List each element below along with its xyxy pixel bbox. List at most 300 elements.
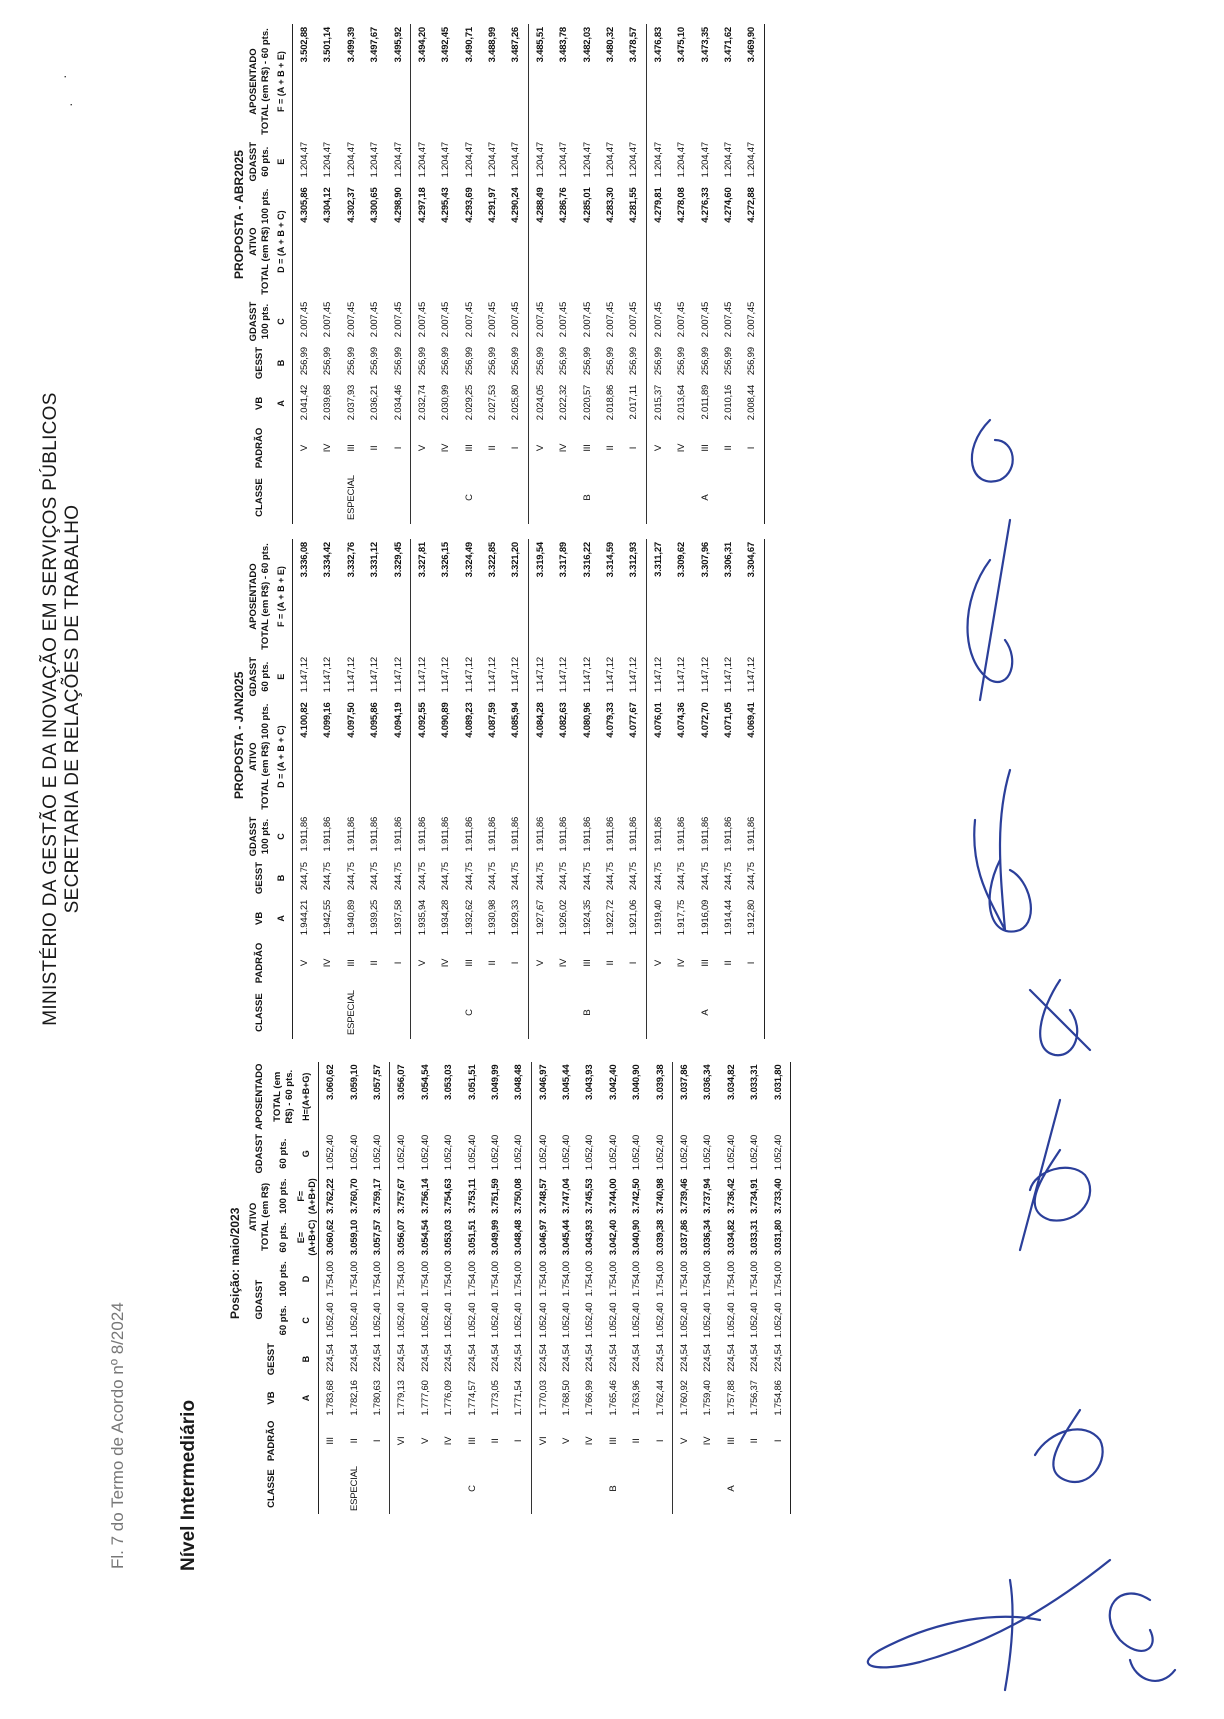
letter-b: B bbox=[272, 344, 293, 382]
col-gdasst-60: 60 pts. bbox=[277, 1305, 289, 1336]
cell-t100: 3.756,14 bbox=[419, 1178, 431, 1214]
letter-c: C bbox=[272, 814, 293, 859]
cell-padrao: IV bbox=[322, 958, 334, 968]
cell-g60: 1.147,12 bbox=[392, 657, 404, 693]
group-ativo: ATIVO bbox=[248, 227, 259, 256]
cell-padrao: III bbox=[325, 1437, 337, 1445]
folio-reference: Fl. 7 do Termo de Acordo nº 8/2024 bbox=[108, 1302, 127, 1569]
cell-g60: 1.204,47 bbox=[322, 142, 334, 178]
cell-ativo: 4.286,76 bbox=[558, 187, 570, 223]
cell-padrao: I bbox=[740, 425, 764, 471]
cell-t100: 3.740,98 bbox=[654, 1178, 666, 1214]
cell-padrao: IV bbox=[440, 443, 452, 453]
col-padrao: PADRÃO bbox=[265, 1420, 277, 1462]
col-gdasst2-60: 60 pts. bbox=[259, 661, 271, 692]
signature-5 bbox=[1030, 980, 1090, 1055]
signature-8 bbox=[968, 520, 1013, 700]
cell-vb: 1.916,09 bbox=[699, 899, 711, 936]
cell-padrao: VI bbox=[531, 1419, 555, 1463]
cell-g2: 1.052,40 bbox=[513, 1134, 525, 1171]
cell-g2: 1.052,40 bbox=[702, 1134, 714, 1171]
cell-g60: 1.052,40 bbox=[631, 1302, 643, 1339]
cell-vb: 1.930,98 bbox=[487, 899, 499, 936]
cell-padrao: III bbox=[463, 444, 475, 452]
cell-t60: 3.039,38 bbox=[654, 1219, 666, 1256]
cell-t60: 3.054,54 bbox=[419, 1219, 431, 1256]
col-apos-total: TOTAL (em R$) - 60 pts. bbox=[259, 543, 271, 650]
cell-vb: 2.015,37 bbox=[646, 382, 670, 425]
col-gdasst-100: 100 pts. bbox=[259, 818, 271, 855]
cell-padrao: IV bbox=[584, 1436, 596, 1446]
cell-g60: 1.147,12 bbox=[510, 657, 522, 693]
cell-ativo: 4.304,12 bbox=[322, 187, 334, 223]
cell-gesst: 244,75 bbox=[463, 862, 475, 891]
cell-gesst: 244,75 bbox=[345, 862, 357, 891]
signature-3 bbox=[1035, 1410, 1103, 1482]
cell-gesst: 244,75 bbox=[528, 859, 552, 897]
letter-c: C bbox=[296, 1300, 319, 1341]
cell-gesst: 256,99 bbox=[722, 347, 734, 376]
cell-vb: 2.017,11 bbox=[628, 384, 640, 420]
cell-apos: 3.056,07 bbox=[390, 1062, 414, 1132]
cell-gesst: 244,75 bbox=[510, 862, 522, 891]
cell-ativo: 4.274,60 bbox=[722, 187, 734, 223]
letter-e: E bbox=[272, 654, 293, 699]
cell-g100: 1.754,00 bbox=[654, 1261, 666, 1297]
cell-ativo: 4.099,16 bbox=[322, 702, 334, 738]
cell-padrao: IV bbox=[322, 443, 334, 453]
cell-ativo: 4.302,37 bbox=[345, 187, 357, 223]
cell-g60: 1.204,47 bbox=[410, 139, 434, 184]
cell-g60: 1.204,47 bbox=[392, 142, 404, 178]
cell-padrao: V bbox=[410, 425, 434, 471]
cell-t100: 3.733,40 bbox=[766, 1176, 790, 1217]
cell-apos: 3.485,51 bbox=[528, 24, 552, 139]
cell-g60: 1.052,40 bbox=[561, 1302, 573, 1339]
cell-vb: 1.762,44 bbox=[654, 1380, 666, 1416]
group-gdasst-2: GDASST bbox=[248, 656, 259, 697]
cell-g100: 1.911,86 bbox=[558, 816, 570, 852]
cell-g60: 1.204,47 bbox=[628, 142, 640, 178]
cell-gesst: 224,54 bbox=[702, 1344, 714, 1372]
cell-gesst: 256,99 bbox=[528, 344, 552, 382]
cell-gesst: 244,75 bbox=[740, 859, 764, 897]
cell-padrao: I bbox=[510, 446, 522, 450]
cell-vb: 1.934,28 bbox=[440, 899, 452, 936]
cell-vb: 1.940,89 bbox=[345, 899, 357, 936]
cell-gesst: 244,75 bbox=[392, 862, 404, 891]
cell-g2: 1.052,40 bbox=[325, 1134, 337, 1171]
cell-ativo: 4.281,55 bbox=[628, 187, 640, 223]
letter-a: A bbox=[296, 1377, 319, 1418]
cell-ativo: 4.094,19 bbox=[392, 702, 404, 738]
cell-apos: 3.057,57 bbox=[371, 1064, 383, 1100]
cell-t60: 3.042,40 bbox=[607, 1219, 619, 1256]
cell-vb: 1.935,94 bbox=[410, 897, 434, 940]
cell-ativo: 4.285,01 bbox=[581, 187, 593, 223]
cell-t100: 3.734,91 bbox=[749, 1178, 761, 1214]
cell-g60: 1.147,12 bbox=[369, 657, 381, 693]
cell-ativo: 4.090,89 bbox=[440, 702, 452, 738]
cell-t60: 3.048,48 bbox=[513, 1219, 525, 1256]
cell-apos: 3.311,27 bbox=[646, 539, 670, 654]
cell-padrao: IV bbox=[676, 958, 688, 968]
col-gesst: GESST bbox=[253, 861, 265, 895]
cell-t100: 3.747,04 bbox=[561, 1178, 573, 1214]
cell-g100: 1.911,86 bbox=[298, 816, 310, 852]
cell-t60: 3.057,57 bbox=[371, 1219, 383, 1256]
cell-classe: A bbox=[725, 1485, 737, 1492]
cell-apos: 3.495,92 bbox=[392, 27, 404, 63]
cell-ativo: 4.080,96 bbox=[581, 702, 593, 738]
cell-g60: 1.052,40 bbox=[584, 1302, 596, 1339]
cell-g100: 1.911,86 bbox=[740, 814, 764, 859]
cell-apos: 3.317,89 bbox=[558, 542, 570, 578]
cell-g100: 1.911,86 bbox=[646, 814, 670, 859]
cell-classe: C bbox=[466, 1485, 478, 1492]
signature-6 bbox=[990, 860, 1031, 932]
cell-ativo: 4.069,41 bbox=[740, 699, 764, 814]
cell-g100: 1.754,00 bbox=[390, 1258, 414, 1299]
cell-padrao: II bbox=[605, 445, 617, 451]
cell-apos: 3.334,42 bbox=[322, 542, 334, 578]
cell-g2: 1.052,40 bbox=[390, 1132, 414, 1176]
cell-apos: 3.043,93 bbox=[584, 1064, 596, 1100]
cell-vb: 1.768,50 bbox=[561, 1380, 573, 1416]
cell-padrao: I bbox=[510, 961, 522, 965]
table2-title: PROPOSTA - JAN2025 bbox=[232, 671, 246, 799]
cell-padrao: III bbox=[725, 1437, 737, 1445]
group-aposentado: APOSENTADO bbox=[253, 1063, 265, 1130]
cell-g100: 2.007,45 bbox=[740, 299, 764, 344]
cell-g100: 1.754,00 bbox=[419, 1261, 431, 1297]
cell-classe: A bbox=[699, 494, 711, 501]
cell-apos: 3.039,38 bbox=[654, 1064, 666, 1100]
cell-ativo: 4.097,50 bbox=[345, 702, 357, 738]
col-ativo-total: TOTAL (em R$) 100 pts. bbox=[259, 188, 271, 295]
cell-padrao: V bbox=[298, 444, 310, 452]
cell-gesst: 256,99 bbox=[392, 347, 404, 376]
cell-padrao: I bbox=[654, 1439, 666, 1443]
cell-g100: 1.754,00 bbox=[371, 1261, 383, 1297]
cell-gesst: 224,54 bbox=[489, 1344, 501, 1372]
cell-padrao: IV bbox=[558, 958, 570, 968]
letter-b: B bbox=[296, 1341, 319, 1377]
cell-gesst: 244,75 bbox=[322, 862, 334, 891]
cell-g100: 2.007,45 bbox=[646, 299, 670, 344]
cell-apos: 3.475,10 bbox=[676, 27, 688, 63]
col-padrao: PADRÃO bbox=[253, 942, 265, 984]
cell-apos: 3.042,40 bbox=[607, 1064, 619, 1100]
cell-ativo: 4.297,18 bbox=[410, 184, 434, 299]
cell-padrao: III bbox=[581, 959, 593, 967]
cell-t100: 3.762,22 bbox=[325, 1178, 337, 1214]
cell-padrao: III bbox=[345, 959, 357, 967]
cell-t60: 3.056,07 bbox=[390, 1217, 414, 1258]
cell-vb: 1.921,06 bbox=[628, 899, 640, 936]
cell-g2: 1.052,40 bbox=[725, 1134, 737, 1171]
cell-vb: 1.919,40 bbox=[646, 897, 670, 940]
cell-ativo: 4.089,23 bbox=[463, 702, 475, 738]
letter-d: D bbox=[296, 1258, 319, 1299]
cell-g100: 2.007,45 bbox=[510, 301, 522, 338]
cell-padrao: II bbox=[487, 960, 499, 966]
cell-vb: 1.924,35 bbox=[581, 899, 593, 936]
cell-gesst: 224,54 bbox=[672, 1341, 696, 1377]
signature-4 bbox=[1020, 1100, 1090, 1250]
cell-apos: 3.494,20 bbox=[410, 24, 434, 139]
cell-g60: 1.204,47 bbox=[646, 139, 670, 184]
cell-vb: 1.759,40 bbox=[702, 1380, 714, 1416]
signature-9 bbox=[972, 420, 1013, 482]
cell-gesst: 256,99 bbox=[345, 347, 357, 376]
cell-gesst: 224,54 bbox=[371, 1344, 383, 1372]
cell-vb: 2.018,86 bbox=[605, 384, 617, 421]
cell-gesst: 244,75 bbox=[487, 862, 499, 891]
group-ativo-label: ATIVO bbox=[248, 1202, 259, 1232]
cell-g60: 1.204,47 bbox=[605, 142, 617, 178]
cell-apos: 3.488,99 bbox=[487, 27, 499, 63]
cell-g60: 1.204,47 bbox=[369, 142, 381, 178]
cell-t60: 3.045,44 bbox=[561, 1219, 573, 1256]
cell-g2: 1.052,40 bbox=[419, 1134, 431, 1171]
cell-g100: 1.911,86 bbox=[322, 816, 334, 852]
cell-vb: 2.011,89 bbox=[699, 384, 711, 420]
letter-f: F = (A + B + E) bbox=[272, 539, 293, 654]
cell-apos: 3.059,10 bbox=[348, 1064, 360, 1100]
signature-7 bbox=[974, 770, 1010, 930]
cell-apos: 3.322,85 bbox=[487, 542, 499, 578]
cell-g100: 1.754,00 bbox=[325, 1261, 337, 1297]
cell-vb: 2.030,99 bbox=[440, 384, 452, 421]
cell-vb: 1.782,16 bbox=[348, 1380, 360, 1416]
group-gdasst-2: GDASST bbox=[248, 141, 259, 182]
cell-gesst: 224,54 bbox=[390, 1341, 414, 1377]
cell-apos: 3.040,90 bbox=[631, 1064, 643, 1100]
cell-ativo: 4.288,49 bbox=[528, 184, 552, 299]
cell-ativo: 4.085,94 bbox=[510, 702, 522, 738]
cell-g60: 1.052,40 bbox=[419, 1302, 431, 1339]
cell-padrao: IV bbox=[702, 1436, 714, 1446]
cell-g2: 1.052,40 bbox=[443, 1134, 455, 1171]
cell-t100: 3.745,53 bbox=[584, 1178, 596, 1214]
col-gdasst-100: 100 pts. bbox=[259, 303, 271, 340]
cell-apos: 3.327,81 bbox=[410, 539, 434, 654]
cell-gesst: 256,99 bbox=[628, 347, 640, 376]
ministry-name: MINISTÉRIO DA GESTÃO E DA INOVAÇÃO EM SERVIÇOS PÚBLICOS bbox=[40, 392, 61, 1026]
cell-g2: 1.052,40 bbox=[749, 1134, 761, 1171]
cell-apos: 3.031,80 bbox=[766, 1062, 790, 1132]
cell-g100: 1.754,00 bbox=[672, 1258, 696, 1299]
cell-g60: 1.147,12 bbox=[463, 657, 475, 693]
cell-g2: 1.052,40 bbox=[489, 1134, 501, 1171]
cell-vb: 2.013,64 bbox=[676, 384, 688, 421]
cell-ativo: 4.279,81 bbox=[646, 184, 670, 299]
cell-padrao: I bbox=[628, 446, 640, 450]
cell-padrao: I bbox=[371, 1439, 383, 1443]
cell-vb: 1.944,21 bbox=[298, 899, 310, 936]
cell-g60: 1.147,12 bbox=[740, 654, 764, 699]
cell-apos: 3.326,15 bbox=[440, 542, 452, 578]
cell-vb: 1.783,68 bbox=[325, 1380, 337, 1416]
cell-gesst: 256,99 bbox=[369, 347, 381, 376]
cell-padrao: V bbox=[672, 1419, 696, 1463]
cell-apos: 3.037,86 bbox=[672, 1062, 696, 1132]
cell-g60: 1.204,47 bbox=[699, 142, 711, 178]
cell-vb: 2.032,74 bbox=[410, 382, 434, 425]
cell-gesst: 244,75 bbox=[440, 862, 452, 891]
cell-g60: 1.052,40 bbox=[702, 1302, 714, 1339]
cell-g60: 1.052,40 bbox=[348, 1302, 360, 1339]
col-vb: VB bbox=[253, 911, 265, 925]
cell-gesst: 256,99 bbox=[410, 344, 434, 382]
cell-padrao: I bbox=[392, 446, 404, 450]
cell-apos: 3.324,49 bbox=[463, 542, 475, 578]
cell-ativo: 4.072,70 bbox=[699, 702, 711, 738]
cell-classe: ESPECIAL bbox=[345, 990, 357, 1035]
col-vb: VB bbox=[253, 396, 265, 410]
cell-t100: 3.736,42 bbox=[725, 1178, 737, 1214]
cell-g60: 1.147,12 bbox=[298, 657, 310, 693]
cell-gesst: 256,99 bbox=[463, 347, 475, 376]
cell-padrao: III bbox=[699, 444, 711, 452]
cell-padrao: II bbox=[489, 1438, 501, 1444]
cell-apos: 3.054,54 bbox=[419, 1064, 431, 1100]
signature-1 bbox=[868, 1560, 1110, 1690]
cell-vb: 1.754,86 bbox=[766, 1377, 790, 1418]
cell-g100: 1.754,00 bbox=[466, 1261, 478, 1297]
cell-padrao: V bbox=[528, 940, 552, 986]
cell-g100: 2.007,45 bbox=[558, 301, 570, 338]
col-classe: CLASSE bbox=[265, 1469, 277, 1508]
cell-padrao: II bbox=[722, 445, 734, 451]
cell-g60: 1.147,12 bbox=[605, 657, 617, 693]
col-classe: CLASSE bbox=[253, 993, 265, 1032]
cell-t100: 3.760,70 bbox=[348, 1178, 360, 1214]
cell-gesst: 244,75 bbox=[298, 862, 310, 891]
cell-ativo: 4.290,24 bbox=[510, 187, 522, 223]
cell-vb: 2.010,16 bbox=[722, 384, 734, 421]
cell-g100: 1.911,86 bbox=[528, 814, 552, 859]
cell-g100: 2.007,45 bbox=[298, 301, 310, 338]
table1-position-label: Posição: maio/2023 bbox=[228, 1207, 242, 1319]
cell-g60: 1.147,12 bbox=[322, 657, 334, 693]
cell-g2: 1.052,40 bbox=[584, 1134, 596, 1171]
secretariat-name: SECRETARIA DE RELAÇÕES DE TRABALHO bbox=[62, 504, 83, 914]
col-gesst: GESST bbox=[265, 1343, 277, 1376]
cell-g100: 2.007,45 bbox=[410, 299, 434, 344]
cell-g60: 1.204,47 bbox=[676, 142, 688, 178]
cell-gesst: 244,75 bbox=[369, 862, 381, 891]
group-ativo: ATIVO bbox=[248, 742, 259, 771]
cell-apos: 3.487,26 bbox=[510, 27, 522, 63]
cell-g100: 2.007,45 bbox=[440, 301, 452, 338]
letter-f: F=(A+B+D) bbox=[296, 1176, 319, 1217]
cell-vb: 1.779,13 bbox=[390, 1377, 414, 1418]
cell-g60: 1.204,47 bbox=[510, 142, 522, 178]
cell-g100: 2.007,45 bbox=[628, 301, 640, 338]
cell-t100: 3.750,08 bbox=[513, 1178, 525, 1214]
cell-ativo: 4.100,82 bbox=[298, 702, 310, 738]
cell-vb: 1.917,75 bbox=[676, 899, 688, 936]
cell-apos: 3.304,67 bbox=[740, 539, 764, 654]
cell-t60: 3.046,97 bbox=[531, 1217, 555, 1258]
cell-vb: 1.777,60 bbox=[419, 1380, 431, 1416]
cell-gesst: 256,99 bbox=[487, 347, 499, 376]
cell-g2: 1.052,40 bbox=[654, 1134, 666, 1171]
cell-gesst: 256,99 bbox=[298, 347, 310, 376]
cell-gesst: 244,75 bbox=[410, 859, 434, 897]
cell-t60: 3.051,51 bbox=[466, 1219, 478, 1256]
cell-apos: 3.336,08 bbox=[298, 542, 310, 578]
scan-dot: · bbox=[62, 102, 78, 107]
cell-apos: 3.051,51 bbox=[466, 1064, 478, 1100]
group-aposentado: APOSENTADO bbox=[248, 48, 259, 115]
cell-gesst: 256,99 bbox=[740, 344, 764, 382]
cell-apos: 3.329,45 bbox=[392, 542, 404, 578]
col-gdasst-100: 100 pts. bbox=[277, 1261, 289, 1297]
cell-ativo: 4.082,63 bbox=[558, 702, 570, 738]
cell-t60: 3.040,90 bbox=[631, 1219, 643, 1256]
cell-g60: 1.204,47 bbox=[558, 142, 570, 178]
cell-g60: 1.052,40 bbox=[390, 1300, 414, 1341]
col-gdasst2-60: 60 pts. bbox=[259, 146, 271, 177]
group-gdasst: GDASST bbox=[248, 301, 259, 342]
cell-g60: 1.147,12 bbox=[628, 657, 640, 693]
cell-g100: 1.754,00 bbox=[607, 1261, 619, 1297]
cell-classe: ESPECIAL bbox=[345, 475, 357, 520]
cell-apos: 3.331,12 bbox=[369, 542, 381, 578]
cell-g60: 1.204,47 bbox=[740, 139, 764, 184]
cell-gesst: 224,54 bbox=[725, 1344, 737, 1372]
cell-apos: 3.321,20 bbox=[510, 542, 522, 578]
cell-t60: 3.031,80 bbox=[766, 1217, 790, 1258]
cell-padrao: I bbox=[740, 940, 764, 986]
cell-vb: 2.022,32 bbox=[558, 384, 570, 421]
letter-h: H=(A+B+G) bbox=[296, 1062, 319, 1132]
cell-gesst: 224,54 bbox=[531, 1341, 555, 1377]
cell-vb: 1.776,09 bbox=[443, 1380, 455, 1416]
cell-classe: B bbox=[581, 494, 593, 501]
cell-t60: 3.033,31 bbox=[749, 1219, 761, 1256]
col-total-100: 100 pts. bbox=[277, 1178, 289, 1214]
cell-gesst: 244,75 bbox=[722, 862, 734, 891]
cell-apos: 3.309,62 bbox=[676, 542, 688, 578]
cell-vb: 1.771,54 bbox=[513, 1380, 525, 1416]
cell-apos: 3.034,82 bbox=[725, 1064, 737, 1100]
cell-gesst: 256,99 bbox=[699, 347, 711, 376]
cell-vb: 1.926,02 bbox=[558, 899, 570, 936]
cell-ativo: 4.092,55 bbox=[410, 699, 434, 814]
cell-vb: 1.937,58 bbox=[392, 899, 404, 936]
cell-gesst: 224,54 bbox=[513, 1344, 525, 1372]
cell-g60: 1.204,47 bbox=[528, 139, 552, 184]
cell-apos: 3.497,67 bbox=[369, 27, 381, 63]
cell-ativo: 4.079,33 bbox=[605, 702, 617, 738]
cell-padrao: IV bbox=[440, 958, 452, 968]
cell-g2: 1.052,40 bbox=[766, 1132, 790, 1176]
cell-gesst: 224,54 bbox=[654, 1344, 666, 1372]
cell-g100: 1.911,86 bbox=[487, 816, 499, 852]
cell-padrao: IV bbox=[558, 443, 570, 453]
group-gdasst-2: GDASST bbox=[253, 1133, 265, 1174]
cell-padrao: V bbox=[646, 940, 670, 986]
cell-classe: B bbox=[607, 1485, 619, 1492]
cell-g60: 1.147,12 bbox=[646, 654, 670, 699]
cell-vb: 2.039,68 bbox=[322, 384, 334, 421]
cell-padrao: II bbox=[487, 445, 499, 451]
cell-padrao: V bbox=[646, 425, 670, 471]
